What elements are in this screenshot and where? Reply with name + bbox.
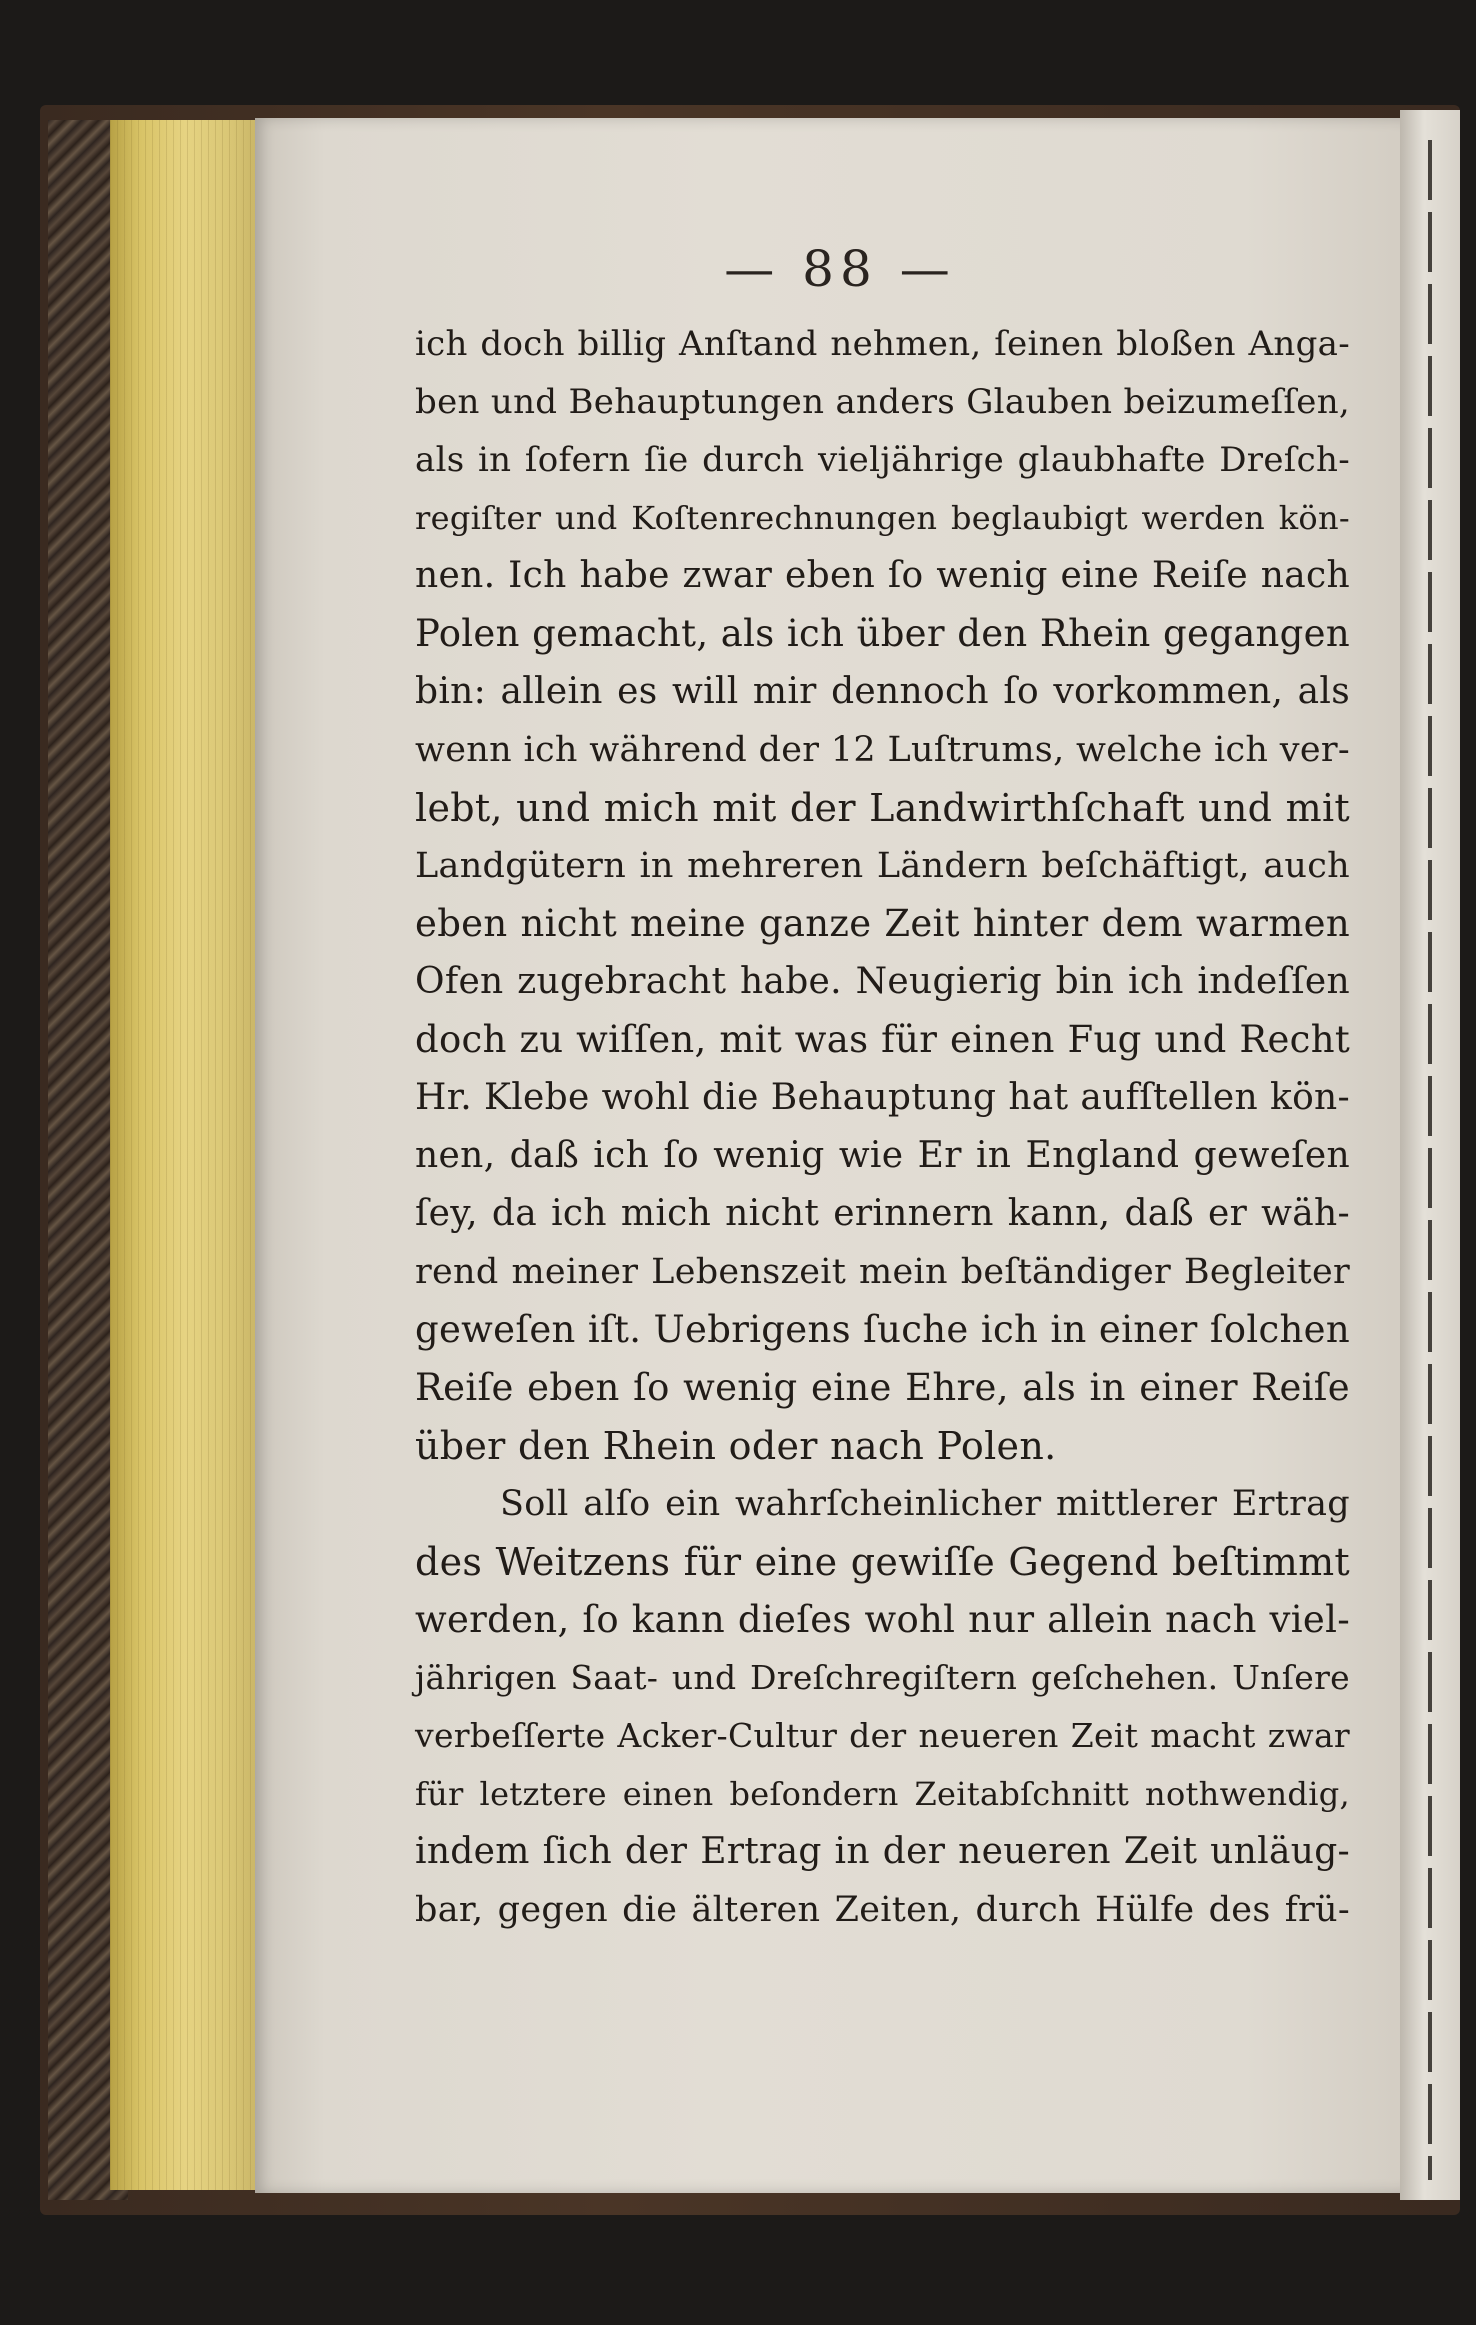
text-line: indem ſich der Ertrag in der neueren Zeit unläug- [415, 1831, 1350, 1872]
text-line: wenn ich während der 12 Luſtrums, welche ich ver- [415, 730, 1350, 770]
text-line: lebt, und mich mit der Landwirthſchaft und mit [415, 786, 1350, 830]
page-edge-lines [110, 120, 260, 2190]
text-line: rend meiner Lebenszeit mein beſtändiger Begleiter [415, 1252, 1350, 1292]
text-line: doch zu wiſſen, mit was für einen Fug und Recht [415, 1018, 1350, 1061]
text-line: ben und Behauptungen anders Glauben beizumeſſen, [415, 382, 1350, 422]
text-line: nen, daß ich ſo wenig wie Er in England geweſen [415, 1135, 1350, 1176]
text-line: werden, ſo kann dieſes wohl nur allein nach viel- [415, 1598, 1350, 1641]
gutter-shadow-line [1428, 140, 1432, 2180]
text-line: ſey, da ich mich nicht erinnern kann, daß er wäh- [415, 1193, 1350, 1234]
text-line: Polen gemacht, als ich über den Rhein gegangen [415, 612, 1350, 655]
text-line: bar, gegen die älteren Zeiten, durch Hülfe des frü- [415, 1890, 1350, 1930]
text-line: Hr. Klebe wohl die Behauptung hat aufſtellen kön- [415, 1077, 1350, 1118]
text-line: Reiſe eben ſo wenig eine Ehre, als in einer Reiſe [415, 1366, 1350, 1409]
text-line: verbeſſerte Acker-Cultur der neueren Zeit macht zwar [415, 1716, 1350, 1755]
text-line: jährigen Saat- und Dreſchregiſtern geſchehen. Unſere [415, 1658, 1350, 1697]
text-line: für letztere einen beſondern Zeitabſchnitt nothwendig, [415, 1775, 1350, 1813]
text-line: eben nicht meine ganze Zeit hinter dem warmen [415, 902, 1350, 945]
text-line: geweſen iſt. Uebrigens ſuche ich in einer ſolchen [415, 1308, 1350, 1351]
text-line: Landgütern in mehreren Ländern beſchäftigt, auch [415, 846, 1350, 886]
text-line: regiſter und Koſtenrechnungen beglaubigt werden kön- [415, 499, 1350, 537]
page-text [415, 315, 1350, 1939]
text-line: nen. Ich habe zwar eben ſo wenig eine Reiſe nach [415, 555, 1350, 596]
page-number: — 88 — [724, 240, 956, 298]
text-line: Soll alſo ein wahrſcheinlicher mittlerer Ertrag [500, 1484, 1350, 1524]
text-line: über den Rhein oder nach Polen. [415, 1424, 1057, 1468]
text-line: bin: allein es will mir dennoch ſo vorkommen, als [415, 671, 1350, 712]
text-line: Ofen zugebracht habe. Neugierig bin ich indeſſen [415, 961, 1350, 1002]
text-line: als in ſofern ſie durch vieljährige glaubhafte Dreſch- [415, 440, 1350, 480]
text-line: ich doch billig Anſtand nehmen, ſeinen bloßen Anga- [415, 324, 1350, 364]
text-line: des Weitzens für eine gewiſſe Gegend beſtimmt [415, 1540, 1350, 1584]
